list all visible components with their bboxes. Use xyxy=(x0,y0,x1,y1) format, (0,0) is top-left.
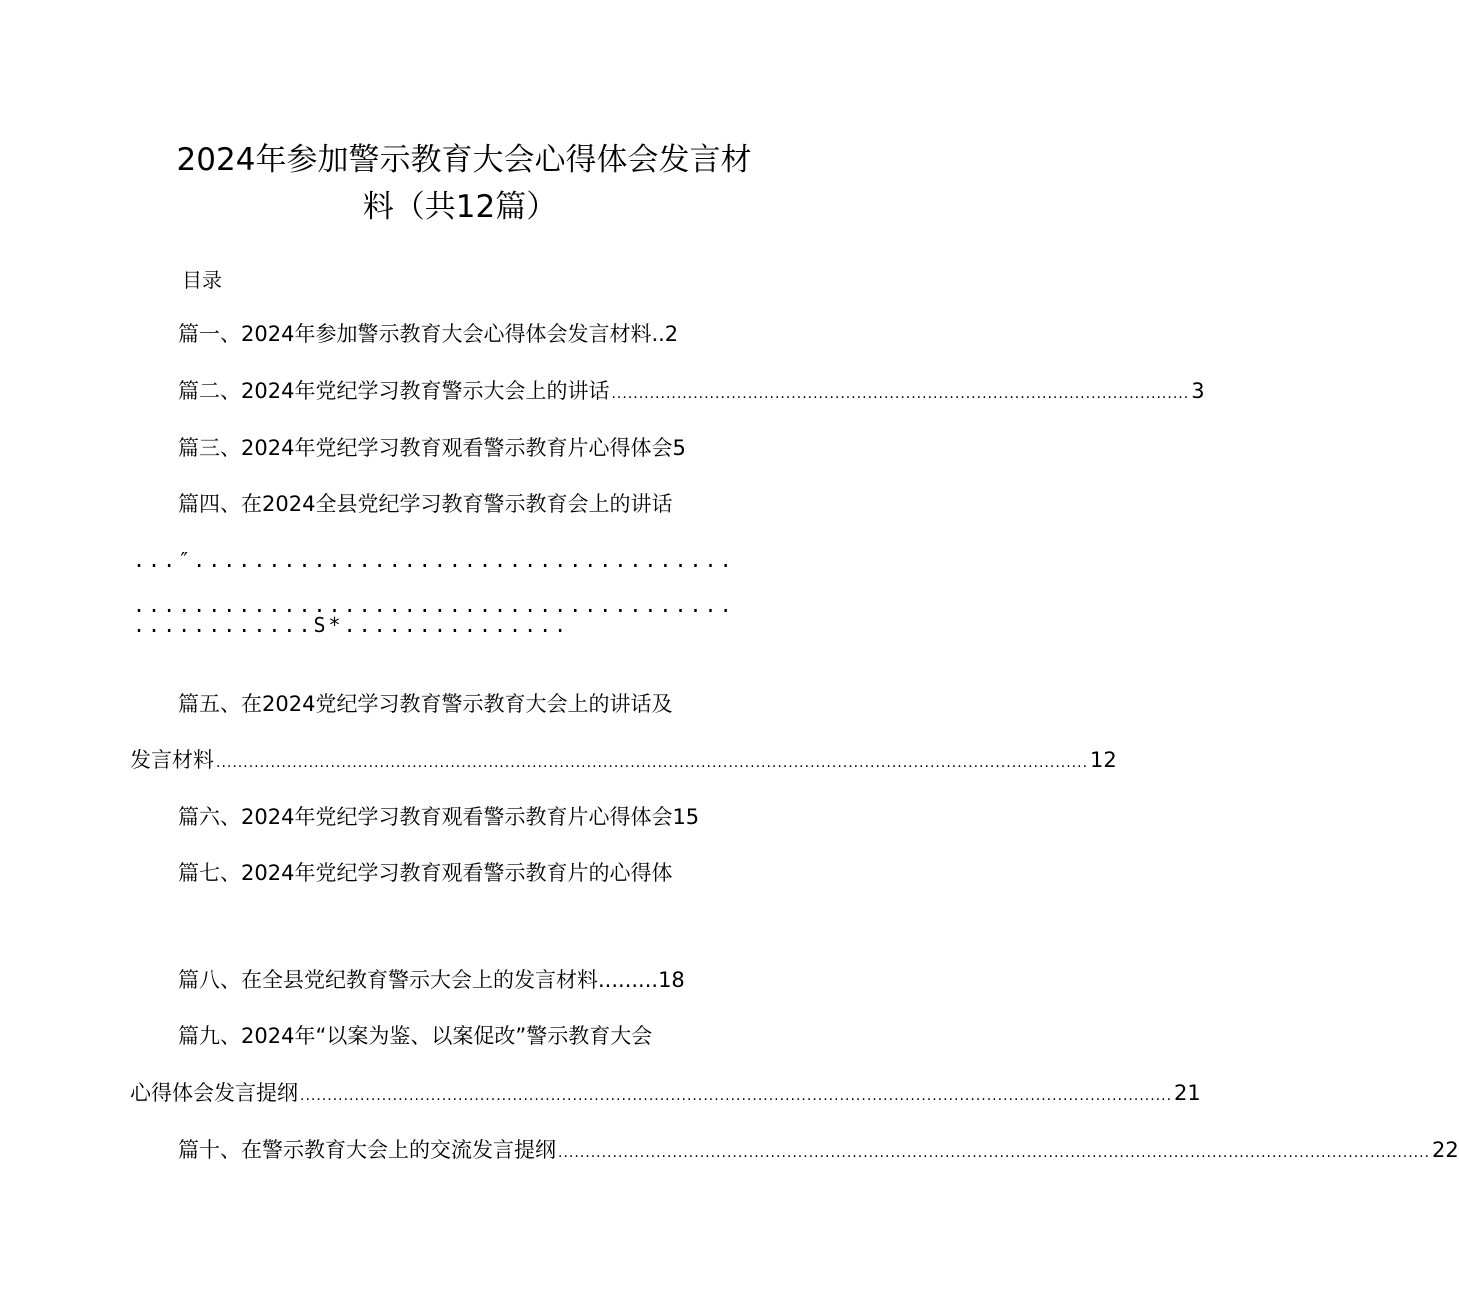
document-title-line-1: 2024年参加警示教育大会心得体会发言材 xyxy=(176,142,752,178)
toc-entry-10-text: 篇十、在警示教育大会上的交流发言提纲 xyxy=(178,1138,556,1162)
dot-leader: ................................................................................................................................................................ xyxy=(558,1145,1431,1161)
toc-entry-5-page: 12 xyxy=(1090,748,1117,772)
garbled-dot-row-2: ........................................ xyxy=(133,593,735,617)
toc-entry-6[interactable]: 篇六、2024年党纪学习教育观看警示教育片心得体会15 xyxy=(178,805,700,829)
garbled-dot-row-1: ...″.................................... xyxy=(133,548,735,572)
toc-heading: 目录 xyxy=(182,268,222,292)
toc-entry-4[interactable]: 篇四、在2024全县党纪学习教育警示教育会上的讲话 xyxy=(178,492,673,516)
toc-entry-9-text: 心得体会发言提纲 xyxy=(130,1081,298,1105)
toc-entry-1[interactable]: 篇一、2024年参加警示教育大会心得体会发言材料..2 xyxy=(178,322,679,346)
dot-leader: .......................................................................................................... xyxy=(611,386,1190,402)
dot-leader: ................................................................................................................................................................ xyxy=(300,1088,1173,1104)
toc-entry-2-page: 3 xyxy=(1191,379,1205,403)
toc-entry-7[interactable]: 篇七、2024年党纪学习教育观看警示教育片的心得体 xyxy=(178,861,673,885)
toc-entry-10-page: 22 xyxy=(1432,1138,1459,1162)
toc-entry-3[interactable]: 篇三、2024年党纪学习教育观看警示教育片心得体会5 xyxy=(178,436,686,460)
toc-entry-2[interactable] xyxy=(178,379,1205,406)
document-title-line-2: 料（共12篇） xyxy=(362,189,558,225)
toc-entry-2-text: 篇二、2024年党纪学习教育警示大会上的讲话 xyxy=(178,379,610,403)
toc-entry-10[interactable] xyxy=(178,1138,1459,1165)
dot-leader: ................................................................................................................................................................ xyxy=(216,755,1089,771)
toc-entry-8[interactable]: 篇八、在全县党纪教育警示大会上的发言材料.........18 xyxy=(178,968,685,992)
garbled-dot-row-3: ............S*............... xyxy=(133,613,570,637)
toc-entry-5-text: 发言材料 xyxy=(130,748,214,772)
toc-entry-5-continued[interactable] xyxy=(130,748,1117,775)
toc-entry-9-page: 21 xyxy=(1174,1081,1201,1105)
toc-entry-5[interactable]: 篇五、在2024党纪学习教育警示教育大会上的讲话及 xyxy=(178,692,673,716)
toc-entry-9-continued[interactable] xyxy=(130,1081,1201,1108)
toc-entry-9[interactable]: 篇九、2024年“以案为鉴、以案促改”警示教育大会 xyxy=(178,1024,653,1048)
